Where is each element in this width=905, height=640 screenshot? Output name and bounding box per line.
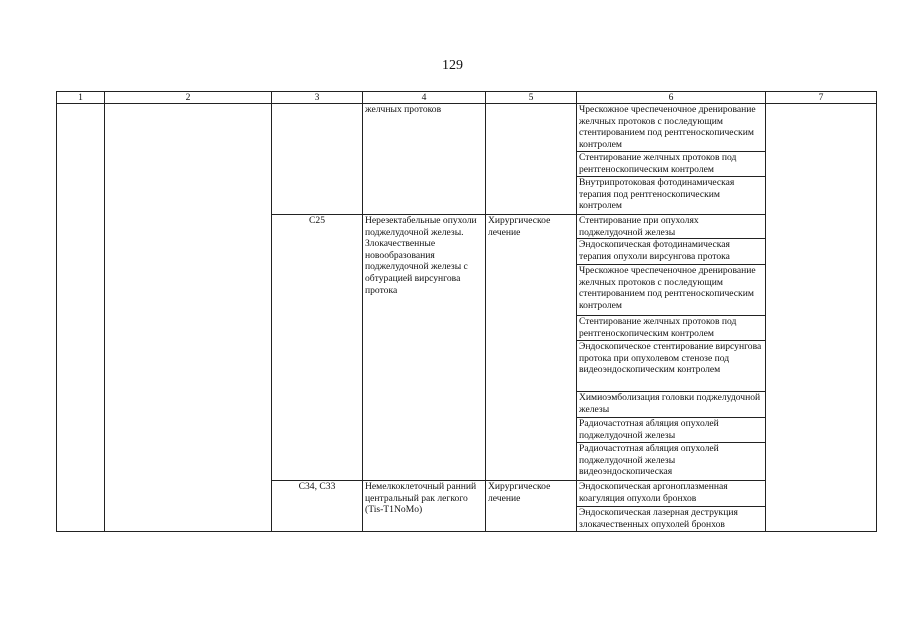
column-header-5: 5 <box>486 92 577 104</box>
table-row <box>57 104 877 152</box>
method-cell: Радиочастотная абляция опухолей поджелудочной железы <box>577 418 766 443</box>
column-header-6: 6 <box>577 92 766 104</box>
diagnosis-cell: желчных протоков <box>363 104 486 215</box>
treatment-cell <box>486 104 577 215</box>
method-cell: Чрескожное чреспеченочное дренирование желчных протоков с последующим стентированием под рентгеноскопическим контролем <box>577 104 766 152</box>
method-cell: Радиочастотная абляция опухолей поджелудочной железы видеоэндоскопическая <box>577 443 766 481</box>
document-table <box>56 91 877 532</box>
table-header <box>57 92 877 104</box>
method-cell: Химиоэмболизация головки поджелудочной железы <box>577 392 766 418</box>
method-cell: Стентирование при опухолях поджелудочной железы <box>577 215 766 239</box>
column-header-7: 7 <box>766 92 877 104</box>
code-cell: C25 <box>272 215 363 481</box>
method-cell: Стентирование желчных протоков под рентгеноскопическим контролем <box>577 152 766 177</box>
method-cell: Чрескожное чреспеченочное дренирование желчных протоков с последующим стентированием под рентгеноскопическим контролем <box>577 265 766 316</box>
treatment-cell: Хирургическое лечение <box>486 481 577 532</box>
code-cell: C34, C33 <box>272 481 363 532</box>
diagnosis-cell: Нерезектабельные опухоли поджелудочной железы. Злокачественные новообразования поджелудочной железы с обтурацией вирсунгова протока <box>363 215 486 481</box>
column-header-2: 2 <box>105 92 272 104</box>
col2-cell <box>105 104 272 532</box>
column-header-4: 4 <box>363 92 486 104</box>
column-header-1: 1 <box>57 92 105 104</box>
method-cell: Стентирование желчных протоков под рентгеноскопическим контролем <box>577 316 766 341</box>
col7-cell <box>766 104 877 532</box>
code-cell <box>272 104 363 215</box>
method-cell: Внутрипротоковая фотодинамическая терапия под рентгеноскопическим контролем <box>577 177 766 215</box>
method-cell: Эндоскопическое стентирование вирсунгова протока при опухолевом стенозе под видеоэндоскопическим контролем <box>577 341 766 392</box>
method-cell: Эндоскопическая фотодинамическая терапия опухоли вирсунгова протока <box>577 239 766 265</box>
column-header-3: 3 <box>272 92 363 104</box>
method-cell: Эндоскопическая лазерная деструкция злокачественных опухолей бронхов <box>577 507 766 532</box>
method-cell: Эндоскопическая аргоноплазменная коагуляция опухоли бронхов <box>577 481 766 507</box>
diagnosis-cell: Немелкоклеточный ранний центральный рак легкого (Tis-T1NoMo) <box>363 481 486 532</box>
col1-cell <box>57 104 105 532</box>
page-number: 129 <box>442 58 463 73</box>
treatment-cell: Хирургическое лечение <box>486 215 577 481</box>
